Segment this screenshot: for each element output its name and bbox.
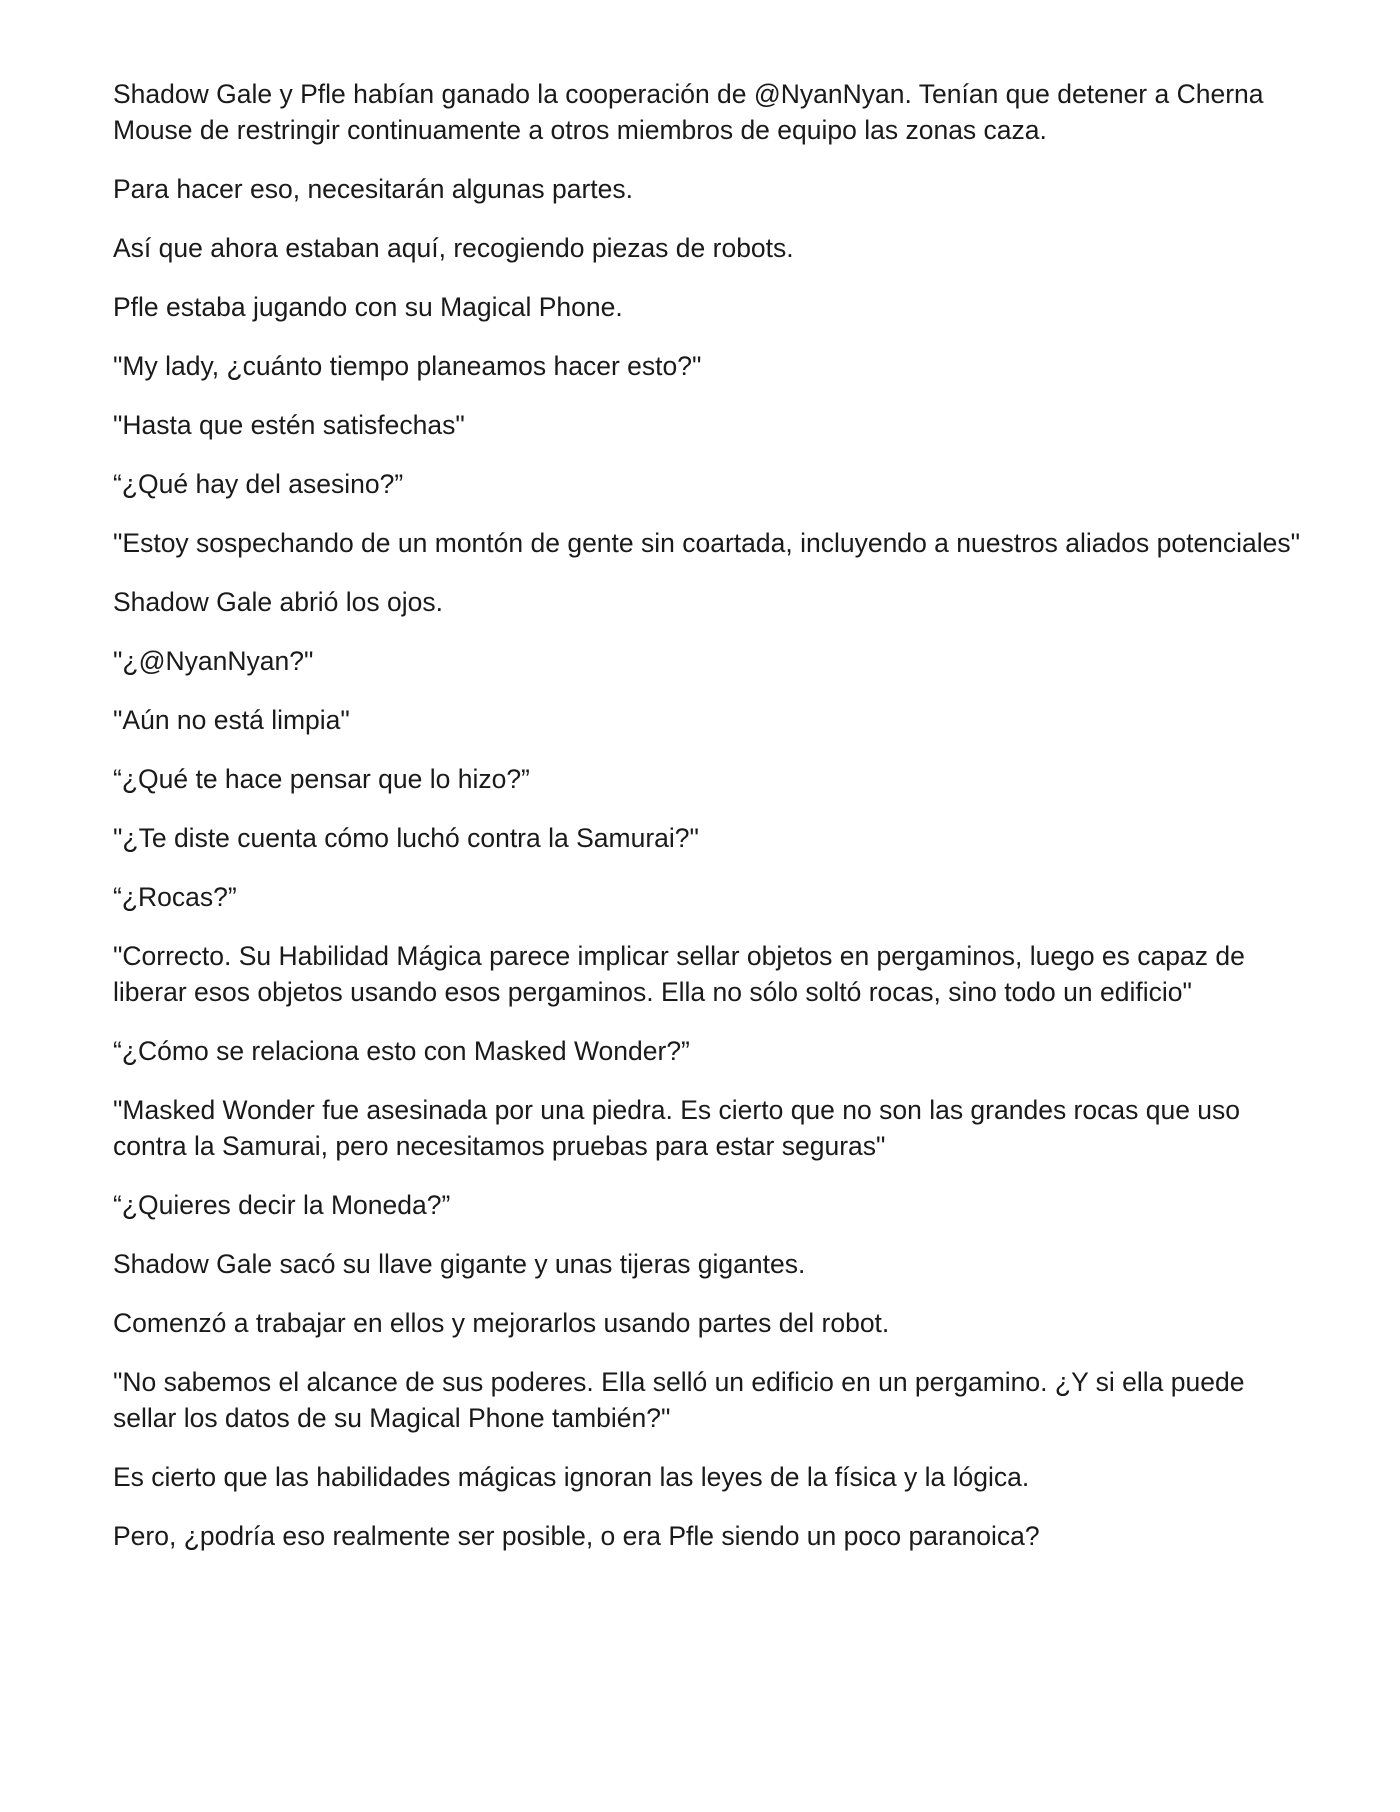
paragraph-13: "¿Te diste cuenta cómo luchó contra la Samurai?": [113, 823, 699, 853]
paragraph-14: “¿Rocas?”: [113, 882, 237, 912]
paragraph-3: Así que ahora estaban aquí, recogiendo piezas de robots.: [113, 233, 794, 263]
paragraph-5: "My lady, ¿cuánto tiempo planeamos hacer esto?": [113, 351, 702, 381]
paragraph-6: "Hasta que estén satisfechas": [113, 410, 465, 440]
paragraph-17: "Masked Wonder fue asesinada por una piedra. Es cierto que no son las grandes rocas que uso contra la Samurai, pero necesitamos pruebas para estar seguras": [113, 1095, 1241, 1161]
paragraph-2: Para hacer eso, necesitarán algunas partes.: [113, 174, 634, 204]
paragraph-12: “¿Qué te hace pensar que lo hizo?”: [113, 764, 530, 794]
paragraph-19: Shadow Gale sacó su llave gigante y unas tijeras gigantes.: [113, 1249, 806, 1279]
paragraph-11: "Aún no está limpia": [113, 705, 350, 735]
paragraph-7: “¿Qué hay del asesino?”: [113, 469, 404, 499]
paragraph-18: “¿Quieres decir la Moneda?”: [113, 1190, 451, 1220]
paragraph-16: “¿Cómo se relaciona esto con Masked Wonder?”: [113, 1036, 690, 1066]
paragraph-1: Shadow Gale y Pfle habían ganado la cooperación de @NyanNyan. Tenían que detener a Cherna Mouse de restringir continuamente a otros miembros de equipo las zonas caza.: [113, 79, 1264, 145]
paragraph-9: Shadow Gale abrió los ojos.: [113, 587, 443, 617]
paragraph-8: "Estoy sospechando de un montón de gente sin coartada, incluyendo a nuestros aliados potenciales": [113, 528, 1301, 558]
paragraph-23: Pero, ¿podría eso realmente ser posible, o era Pfle siendo un poco paranoica?: [113, 1521, 1040, 1551]
paragraph-4: Pfle estaba jugando con su Magical Phone.: [113, 292, 623, 322]
document-page: [113, 76, 1303, 1577]
paragraph-22: Es cierto que las habilidades mágicas ignoran las leyes de la física y la lógica.: [113, 1462, 1030, 1492]
paragraph-10: "¿@NyanNyan?": [113, 646, 314, 676]
paragraph-20: Comenzó a trabajar en ellos y mejorarlos usando partes del robot.: [113, 1308, 890, 1338]
paragraph-15: "Correcto. Su Habilidad Mágica parece implicar sellar objetos en pergaminos, luego es capaz de liberar esos objetos usando esos pergaminos. Ella no sólo soltó rocas, sino todo un edificio": [113, 941, 1245, 1007]
paragraph-21: "No sabemos el alcance de sus poderes. Ella selló un edificio en un pergamino. ¿Y si ella puede sellar los datos de su Magical Phone también?": [113, 1367, 1245, 1433]
